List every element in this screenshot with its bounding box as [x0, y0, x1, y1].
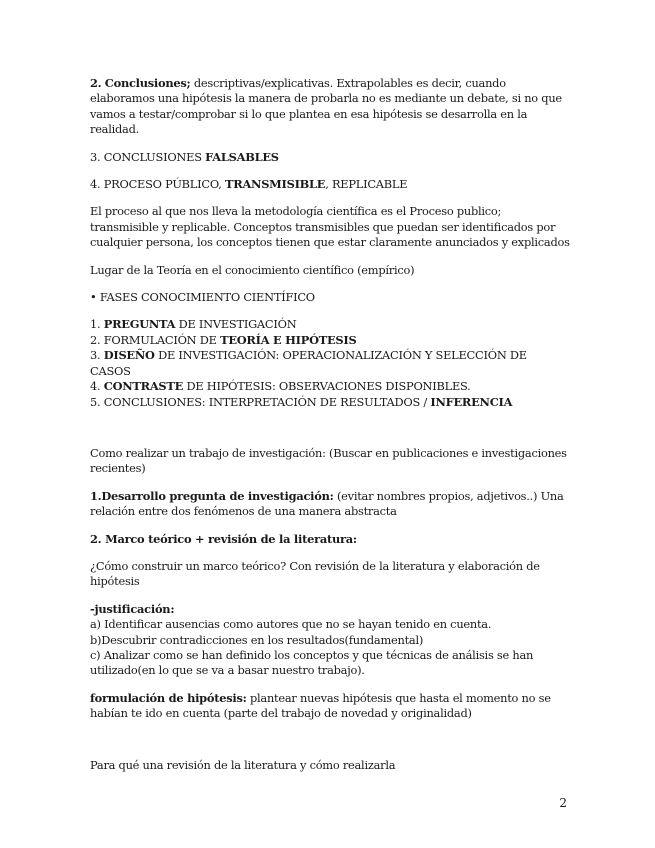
heading-marco-teorico: 2. Marco teórico + revisión de la literatura:: [90, 531, 357, 546]
justificacion-item: c) Analizar como se han definido los conceptos y que técnicas de análisis se han utilizado(en lo que se va a basar nuestro trabajo).: [90, 647, 534, 678]
justificacion-block: -justificación: a) Identificar ausencias como autores que no se hayan tenido en cuenta. b)Descubrir contradicciones en los resultados(fundamental) c) Analizar como se han definido los conceptos y que técnicas de análisis se han utilizado(en lo que se va a basar nuestro trabajo).: [90, 602, 570, 679]
item-number: 2.: [90, 76, 102, 90]
paragraph-formulacion-hipotesis: formulación de hipótesis: plantear nuevas hipótesis que hasta el momento no se habían te ido en cuenta (parte del trabajo de novedad y originalidad): [90, 690, 551, 721]
paragraph-construir-marco: ¿Cómo construir un marco teórico? Con revisión de la literatura y elaboración de hipótesis: [90, 558, 540, 589]
bold-term: Conclusiones;: [104, 76, 191, 90]
phases-list: [90, 317, 570, 409]
paragraph-text: descriptivas/explicativas. Extrapolables es decir, cuando elaboramos una hipótesis la manera de probarla no es mediante un debate, si no que vamos a testar/comprobar si lo que plantea en esa hipótesis se desarrolla en la realidad.: [90, 76, 562, 137]
justificacion-item: b)Descubrir contradicciones en los resultados(fundamental): [90, 632, 424, 647]
paragraph-proceso-publico: El proceso al que nos lleva la metodología científica es el Proceso publico; transmisible y replicable. Conceptos transmisibles que puedan ser identificados por cualquier persona, los conceptos tienen que estar claramente anunciados y explicados: [90, 204, 570, 250]
paragraph-falsables: 3. CONCLUSIONES FALSABLES: [90, 149, 279, 164]
phase-item: 5. CONCLUSIONES: INTERPRETACIÓN DE RESULTADOS / INFERENCIA: [90, 394, 513, 409]
paragraph-conclusiones: [90, 76, 570, 138]
phase-item: 2. FORMULACIÓN DE TEORÍA E HIPÓTESIS: [90, 332, 357, 347]
document-page: [90, 76, 570, 773]
phase-item: 4. CONTRASTE DE HIPÓTESIS: OBSERVACIONES DISPONIBLES.: [90, 379, 471, 394]
paragraph-desarrollo-pregunta: 1.Desarrollo pregunta de investigación: (evitar nombres propios, adjetivos..) Una relación entre dos fenómenos de una manera abstracta: [90, 488, 564, 519]
phase-item: 3. DISEÑO DE INVESTIGACIÓN: OPERACIONALIZACIÓN Y SELECCIÓN DE CASOS: [90, 348, 527, 378]
page-number: 2: [559, 796, 567, 810]
phase-item: 1. PREGUNTA DE INVESTIGACIÓN: [90, 317, 297, 332]
paragraph-revision-literatura: Para qué una revisión de la literatura y cómo realizarla: [90, 757, 396, 772]
bullet-fases: • FASES CONOCIMIENTO CIENTÍFICO: [90, 290, 315, 305]
paragraph-lugar-teoria: Lugar de la Teoría en el conocimiento científico (empírico): [90, 262, 415, 277]
paragraph-como-realizar: Como realizar un trabajo de investigación: (Buscar en publicaciones e investigaciones recientes): [90, 445, 567, 476]
paragraph-proceso: 4. PROCESO PÚBLICO, TRANSMISIBLE, REPLICABLE: [90, 177, 408, 192]
justificacion-item: a) Identificar ausencias como autores que no se hayan tenido en cuenta.: [90, 617, 492, 632]
